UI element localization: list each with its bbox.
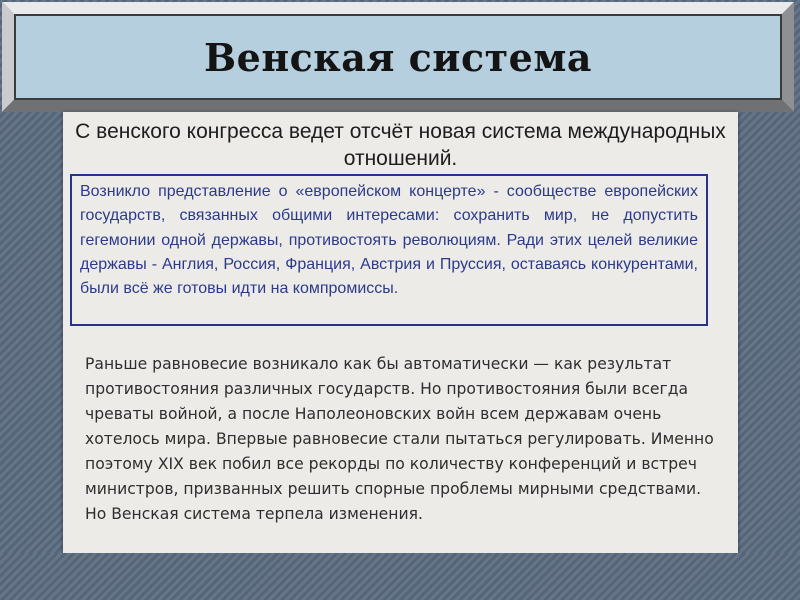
european-concert-box: Возникло представление о «европейском концерте» - сообществе европейских государств, связанных общими интересами: сохранить мир, не допустить гегемонии одной державы, противостоять революциям. Ради этих целей великие державы - Англия, Россия, Франция, Австрия и Пруссия, оставаясь конкурентами, были всё же готовы идти на компромиссы.: [70, 174, 708, 326]
bevel-right: [782, 2, 794, 112]
bottom-frame: [0, 553, 800, 600]
bevel-top: [2, 2, 794, 14]
bevel-left: [2, 2, 14, 112]
title-banner: [2, 2, 794, 112]
slide-title: Венская система: [204, 34, 592, 80]
intro-text: С венского конгресса ведет отсчёт новая система международных отношений.: [75, 120, 726, 170]
main-paragraph: Раньше равновесие возникало как бы автоматически — как результат противостояния различных государств. Но противостояния были всегда чреваты войной, а после Наполеоновских войн всем державам очень хотелось мира. Впервые равновесие стали пытаться регулировать. Именно поэтому XIX век побил все рекорды по количеству конференций и встреч министров, призванных решить спорные проблемы мирными средствами. Но Венская система терпела изменения.: [85, 355, 714, 523]
bottom-stripes: [0, 553, 800, 600]
bevel-bottom: [2, 100, 794, 112]
title-face: [16, 16, 780, 98]
